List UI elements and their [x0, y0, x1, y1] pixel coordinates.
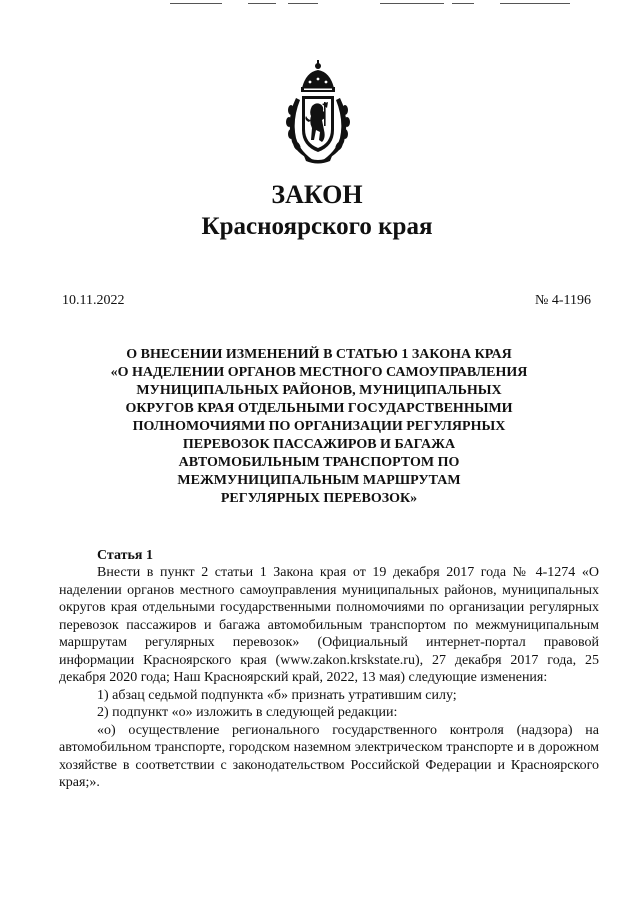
- law-title: ЗАКОН: [271, 180, 363, 209]
- article-item-1: 1) абзац седьмой подпункта «б» признать утратившим силу;: [97, 687, 457, 703]
- krasnoyarsk-coat-of-arms-icon: [282, 58, 354, 166]
- law-heading: [70, 346, 568, 508]
- article-body: [59, 564, 599, 792]
- law-date: 10.11.2022: [62, 293, 125, 308]
- article-item-2: 2) подпункт «о» изложить в следующей редакции:: [97, 705, 398, 720]
- article-intro-paragraph: Внести в пункт 2 статьи 1 Закона края от 19 декабря 2017 года № 4-1274 «О наделении органов местного самоуправления муниципальных районов, муниципальных округов края отдельными государственными полномочиями по организации регулярных перевозок пассажиров и багажа автомобильным транспортом по межмуниципальным маршрутам регулярных перевозок» (Официальный интернет-портал правовой информации Красноярского края (www.zakon.krskstate.ru), 27 декабря 2017 года, 25 декабря 2020 года; Наш Красноярский край, 2022, 13 мая) следующие изменения:: [59, 565, 599, 685]
- heading-line: ПЕРЕВОЗОК ПАССАЖИРОВ И БАГАЖА: [182, 437, 456, 452]
- heading-line: ОКРУГОВ КРАЯ ОТДЕЛЬНЫМИ ГОСУДАРСТВЕННЫМИ: [125, 401, 513, 416]
- heading-line: ПОЛНОМОЧИЯМИ ПО ОРГАНИЗАЦИИ РЕГУЛЯРНЫХ: [132, 419, 506, 434]
- heading-line: «О НАДЕЛЕНИИ ОРГАНОВ МЕСТНОГО САМОУПРАВЛЕНИЯ: [110, 365, 528, 380]
- law-subtitle: Красноярского края: [201, 213, 433, 240]
- scan-artifact-marks: [170, 3, 590, 5]
- heading-line: АВТОМОБИЛЬНЫМ ТРАНСПОРТОМ ПО: [178, 455, 460, 470]
- article-quote-paragraph: «о) осуществление регионального государственного контроля (надзора) на автомобильном транспорте, городском наземном электрическом транспорте и в дорожном хозяйстве в соответствии с законодательством Российской Федерации и Красноярского края;».: [59, 722, 599, 790]
- heading-line: РЕГУЛЯРНЫХ ПЕРЕВОЗОК»: [220, 491, 418, 506]
- heading-line: МЕЖМУНИЦИПАЛЬНЫМ МАРШРУТАМ: [177, 473, 461, 488]
- law-number: № 4-1196: [535, 293, 591, 308]
- heading-line: МУНИЦИПАЛЬНЫХ РАЙОНОВ, МУНИЦИПАЛЬНЫХ: [136, 383, 502, 398]
- article-title: Статья 1: [97, 548, 153, 563]
- heading-line: О ВНЕСЕНИИ ИЗМЕНЕНИЙ В СТАТЬЮ 1 ЗАКОНА КРАЯ: [126, 347, 512, 362]
